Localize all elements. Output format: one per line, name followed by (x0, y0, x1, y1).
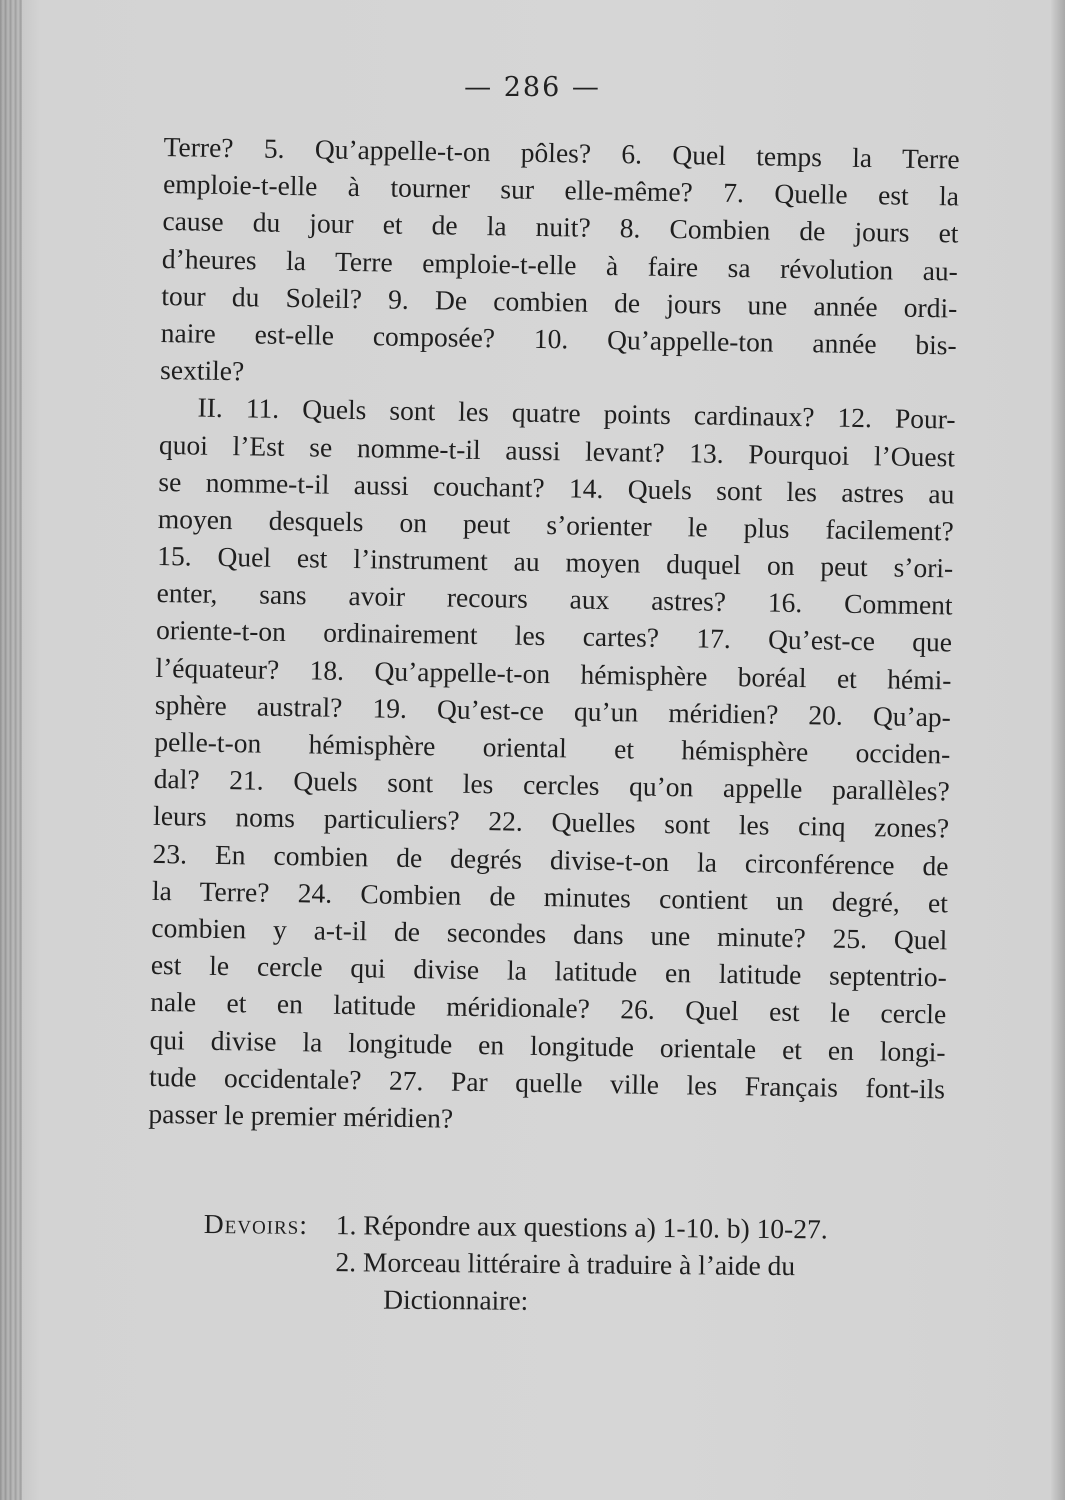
text-line: se nomme-t-il aussi couchant? 14. Quels sont les astres au (158, 465, 955, 510)
text-line: l’équateur? 18. Qu’appelle-t-on hémisphère boréal et hémi- (155, 651, 952, 696)
text-line: enter, sans avoir recours aux astres? 16. Comment (156, 577, 953, 621)
text-line: dal? 21. Quels sont les cercles qu’on appelle parallèles? (153, 763, 950, 807)
page-gutter-edge (0, 0, 22, 1500)
devoirs-label: Devoirs: (203, 1207, 309, 1240)
text-line: oriente-t-on ordinairement les cartes? 17. Qu’est-ce que (155, 614, 953, 658)
text-line: d’heures la Terre emploie-t-elle à faire sa révolution au- (161, 242, 959, 287)
page-right-edge (1051, 0, 1065, 1500)
text-line: qui divise la longitude en longitude orientale et en longi- (149, 1023, 946, 1067)
text-line: la Terre? 24. Combien de minutes contient un degré, et (151, 874, 949, 919)
text-line: moyen desquels on peut s’orienter le plus facilement? (157, 502, 955, 547)
text-line: tude occidentale? 27. Par quelle ville les Français font-ils (148, 1060, 946, 1105)
text-line: emploie-t-elle à tourner sur elle-même? 7. Quelle est la (162, 168, 960, 212)
text-line: leurs noms particuliers? 22. Quelles sont les cinq zones? (152, 800, 950, 844)
text-line: pelle-t-on hémisphère oriental et hémisphère occiden- (154, 725, 951, 770)
page-number: — 286 — (464, 72, 601, 103)
text-line: nale et en latitude méridionale? 26. Quel est le cercle (150, 986, 947, 1030)
text-line: naire est-elle composée? 10. Qu’appelle-ton année bis- (160, 316, 957, 361)
devoirs-section (203, 1205, 944, 1323)
questions-text (148, 128, 960, 1144)
devoirs-item-1: 1. Répondre aux questions a) 1-10. b) 10-27. (335, 1209, 828, 1245)
devoirs-item-2: 2. Morceau littéraire à traduire à l’aide du (335, 1246, 796, 1282)
text-line: 15. Quel est l’instrument au moyen duquel on peut s’ori- (157, 540, 954, 584)
devoirs-row-1 (204, 1205, 944, 1249)
text-line: sphère austral? 19. Qu’est-ce qu’un méridien? 20. Qu’ap- (154, 688, 952, 733)
devoirs-label-spacer (203, 1242, 335, 1280)
text-line: II. 11. Quels sont les quatre points cardinaux? 12. Pour- (197, 391, 956, 435)
text-line: est le cercle qui divise la latitude en latitude septentrio- (150, 949, 948, 993)
devoirs-item-2-continuation: Dictionnaire: (383, 1283, 529, 1317)
text-line: tour du Soleil? 9. De combien de jours une année ordi- (161, 279, 958, 324)
text-line: cause du jour et de la nuit? 8. Combien de jours et (162, 205, 959, 249)
text-line: combien y a-t-il de secondes dans une minute? 25. Quel (151, 911, 948, 956)
text-line: Terre? 5. Qu’appelle-t-on pôles? 6. Quel temps la Terre (163, 130, 960, 175)
text-line: sextile? (159, 354, 245, 387)
text-line: 23. En combien de degrés divise-t-on la circonférence de (152, 837, 949, 881)
devoirs-row-2 (203, 1242, 943, 1286)
text-line: passer le premier méridien? (148, 1097, 454, 1134)
text-line: quoi l’Est se nomme-t-il aussi levant? 13. Pourquoi l’Ouest (158, 428, 956, 472)
